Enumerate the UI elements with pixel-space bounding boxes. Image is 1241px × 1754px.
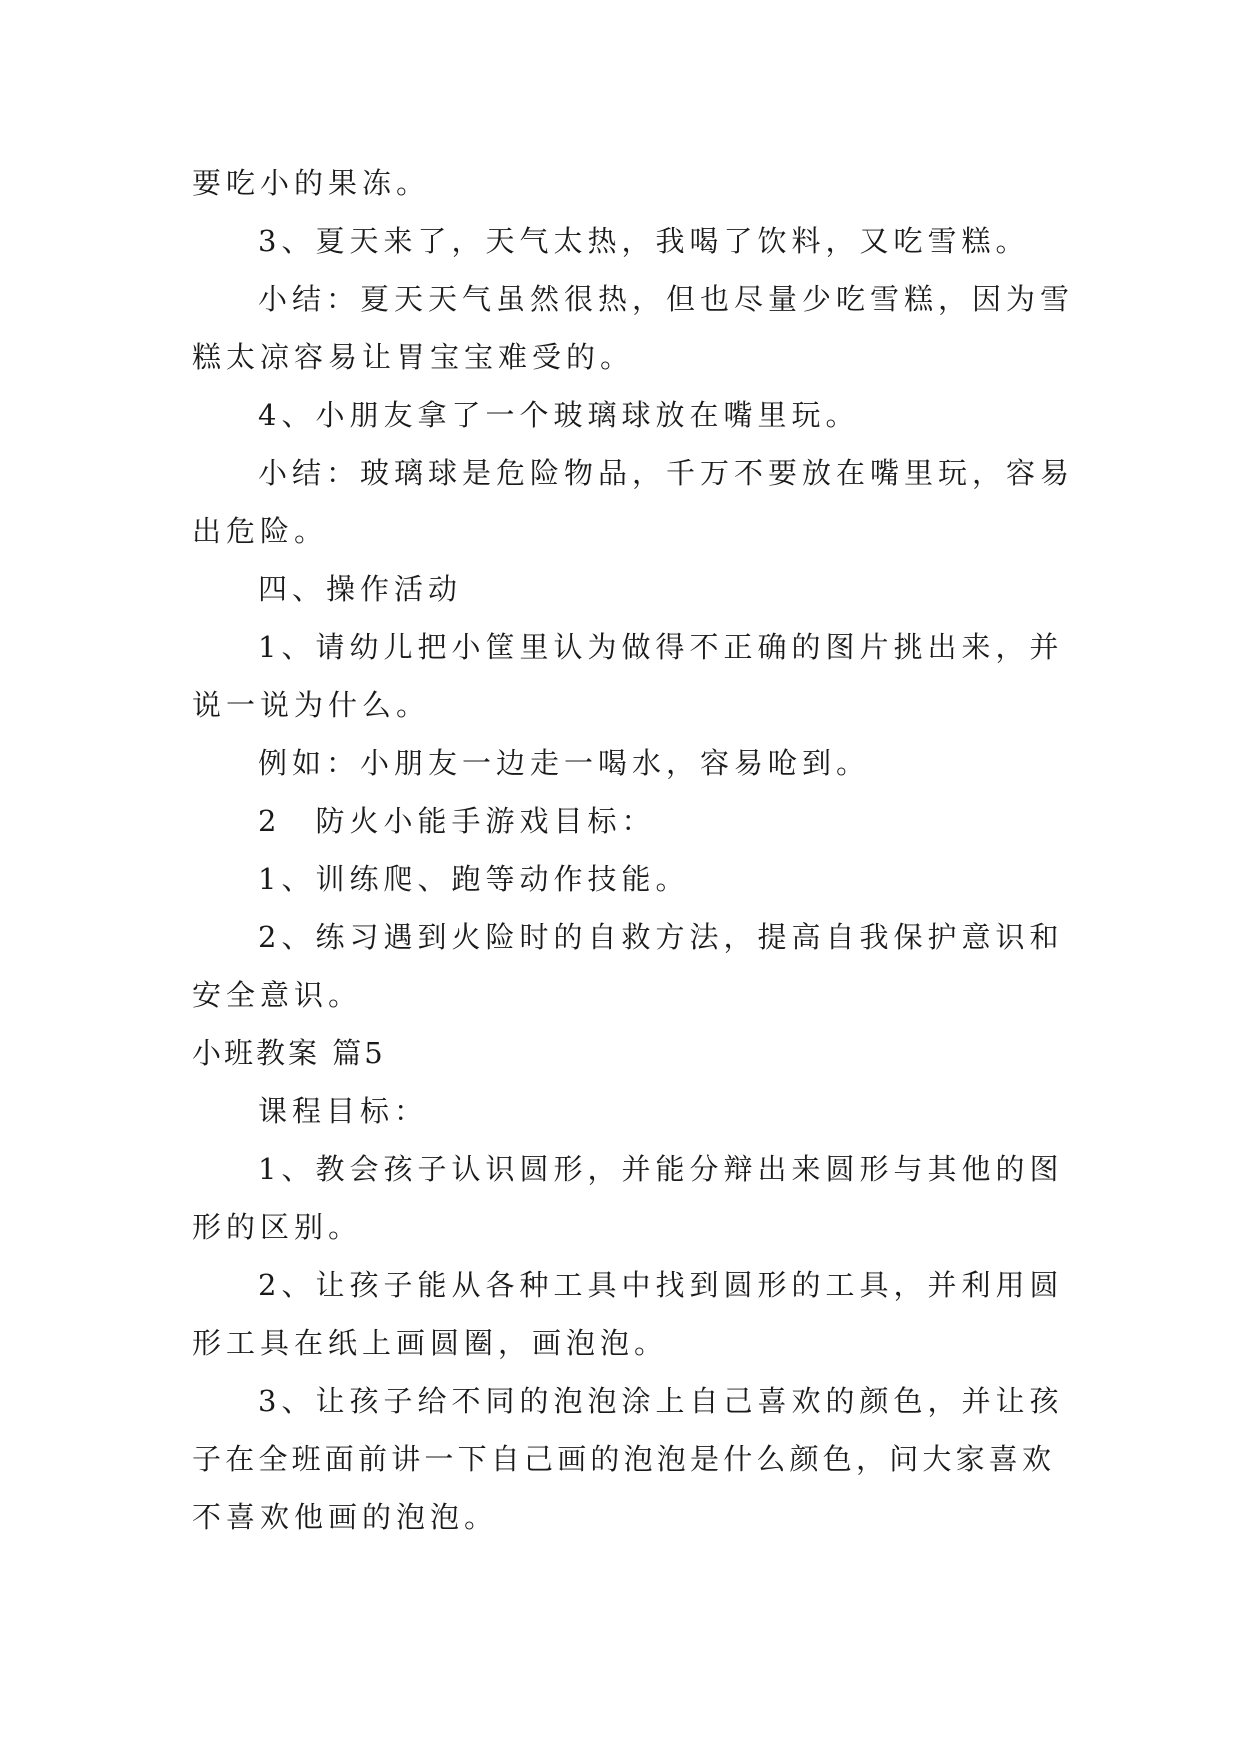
paragraph-line: 形的区别。 (192, 1210, 363, 1244)
paragraph-line: 2、练习遇到火险时的自救方法，提高自我保护意识和 (258, 920, 1064, 954)
section-title: 小班教案 篇5 (192, 1036, 386, 1070)
paragraph-line: 3、让孩子给不同的泡泡涂上自己喜欢的颜色，并让孩 (258, 1384, 1064, 1418)
paragraph-line: 1、请幼儿把小筐里认为做得不正确的图片挑出来，并 (258, 630, 1064, 664)
paragraph-line: 3、夏天来了，天气太热，我喝了饮料，又吃雪糕。 (258, 224, 1030, 258)
paragraph-line: 说一说为什么。 (192, 688, 431, 722)
paragraph-line: 1、教会孩子认识圆形，并能分辩出来圆形与其他的图 (258, 1152, 1064, 1186)
paragraph-line: 2 防火小能手游戏目标： (258, 804, 656, 838)
paragraph-line: 不喜欢他画的泡泡。 (192, 1500, 499, 1534)
paragraph-line: 4、小朋友拿了一个玻璃球放在嘴里玩。 (258, 398, 860, 432)
paragraph-line: 要吃小的果冻。 (192, 166, 431, 200)
paragraph-line: 小结：夏天天气虽然很热，但也尽量少吃雪糕，因为雪 (258, 282, 1075, 316)
paragraph-line: 2、让孩子能从各种工具中找到圆形的工具，并利用圆 (258, 1268, 1064, 1302)
paragraph-line: 安全意识。 (192, 978, 363, 1012)
paragraph-line: 课程目标： (258, 1094, 429, 1128)
paragraph-line: 例如：小朋友一边走一喝水，容易呛到。 (258, 746, 871, 780)
paragraph-line: 形工具在纸上画圆圈，画泡泡。 (192, 1326, 669, 1360)
paragraph-line: 子在全班面前讲一下自己画的泡泡是什么颜色，问大家喜欢 (192, 1442, 1056, 1476)
paragraph-line: 出危险。 (192, 514, 329, 548)
paragraph-line: 1、训练爬、跑等动作技能。 (258, 862, 690, 896)
section-heading: 四、操作活动 (258, 572, 463, 606)
paragraph-line: 糕太凉容易让胃宝宝难受的。 (192, 340, 635, 374)
paragraph-line: 小结：玻璃球是危险物品，千万不要放在嘴里玩，容易 (258, 456, 1075, 490)
